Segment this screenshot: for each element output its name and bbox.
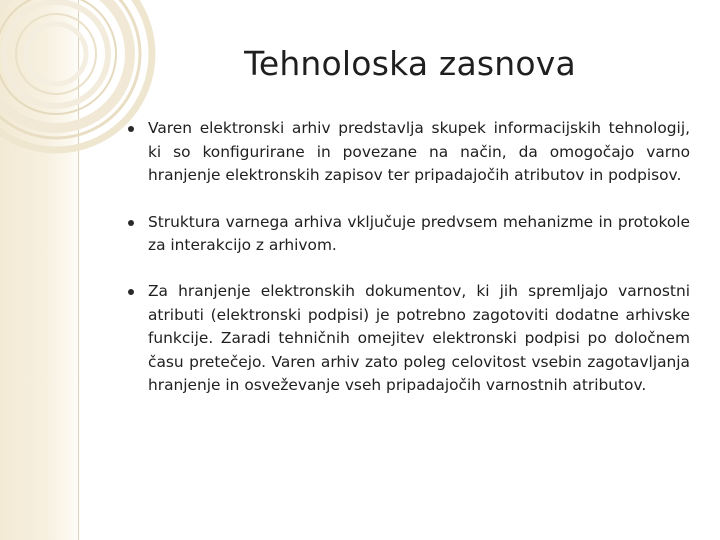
bullet-dot-icon <box>128 220 134 226</box>
bullet-item <box>128 211 690 258</box>
bullet-text: Struktura varnega arhiva vključuje predvsem mehanizme in protokole za interakcijo z arhivom. <box>148 212 690 255</box>
bullet-dot-icon <box>128 289 134 295</box>
bullet-dot-icon <box>128 126 134 132</box>
slide-title: Tehnoloska zasnova <box>244 44 576 83</box>
bullet-list <box>128 117 690 421</box>
bullet-text: Za hranjenje elektronskih dokumentov, ki jih spremljajo varnostni atributi (elektronski podpisi) je potrebno zagotoviti dodatne arhivske funkcije. Zaradi tehničnih omejitev elektronski podpisi po določnem času pretečejo. Varen arhiv zato poleg celovitost vsebin zagotavljanja hranjenje in osveževanje vseh pripadajočih varnostnih atributov. <box>148 281 690 395</box>
bullet-item <box>128 117 690 188</box>
bullet-text: Varen elektronski arhiv predstavlja skupek informacijskih tehnologij, ki so konfigurirane in povezane na način, da omogočajo varno hranjenje elektronskih zapisov ter pripadajočih atributov in podpisov. <box>148 119 690 185</box>
bullet-item <box>128 280 690 398</box>
